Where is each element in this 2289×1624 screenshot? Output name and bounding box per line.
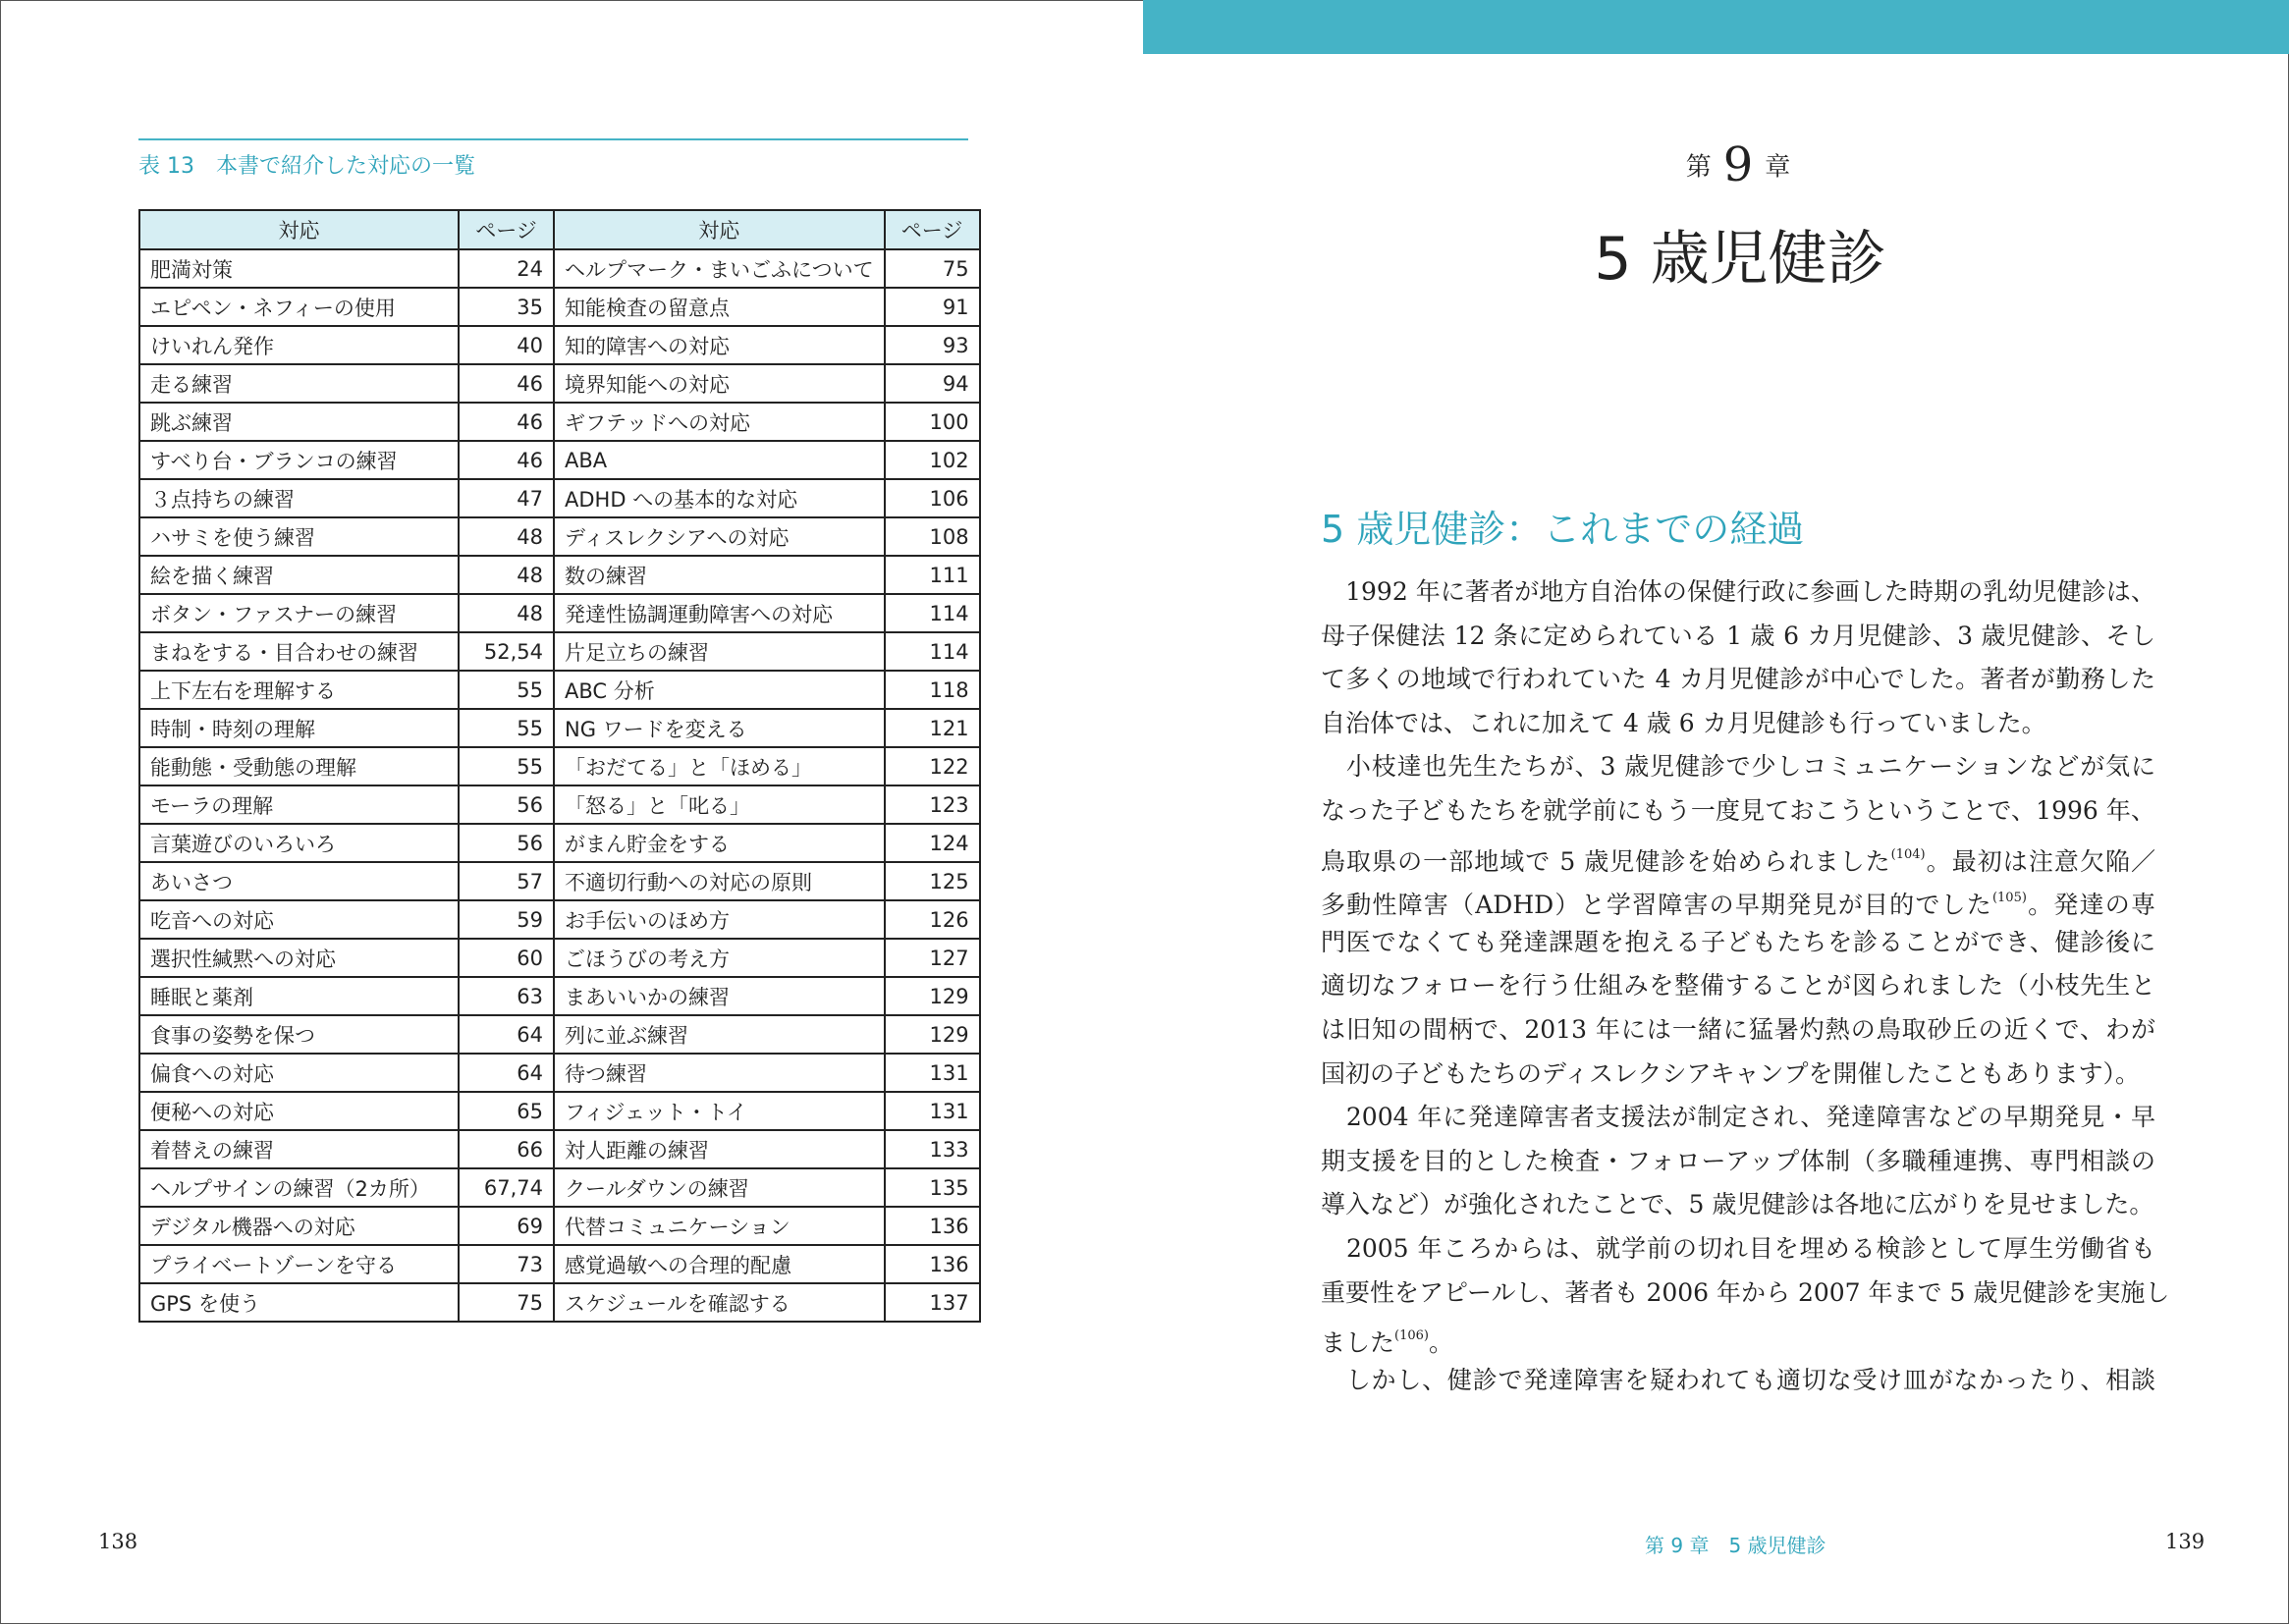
page-cell: 106 xyxy=(885,479,980,517)
response-cell: 感覚過敏への合理的配慮 xyxy=(554,1245,885,1283)
page-cell: 131 xyxy=(885,1054,980,1092)
text-segment: 2004 年に発達障害者支援法が制定され、発達障害などの早期発見・早 xyxy=(1321,1103,2155,1132)
chapter-number xyxy=(1669,137,1807,192)
response-cell: ハサミを使う練習 xyxy=(139,517,459,556)
page-number-left: 138 xyxy=(98,1530,138,1553)
page-cell: 63 xyxy=(459,977,554,1015)
page-cell: 133 xyxy=(885,1130,980,1168)
chapter-color-band xyxy=(1143,0,2289,54)
page-cell: 118 xyxy=(885,671,980,709)
page-cell: 93 xyxy=(885,326,980,364)
page-cell: 56 xyxy=(459,824,554,862)
response-cell: 境界知能への対応 xyxy=(554,364,885,403)
response-cell: ボタン・ファスナーの練習 xyxy=(139,594,459,632)
table-row xyxy=(139,1245,980,1283)
response-cell: ヘルプマーク・まいごふについて xyxy=(554,249,885,288)
table-title: 表 13 本書で紹介した対応の一覧 xyxy=(138,154,475,179)
response-cell: フィジェット・トイ xyxy=(554,1092,885,1130)
response-cell: 走る練習 xyxy=(139,364,459,403)
page-cell: 46 xyxy=(459,364,554,403)
text-line xyxy=(1321,791,2155,836)
page-cell: 108 xyxy=(885,517,980,556)
response-cell: あいさつ xyxy=(139,862,459,900)
table-row xyxy=(139,1207,980,1245)
page-cell: 55 xyxy=(459,709,554,747)
table-row xyxy=(139,556,980,594)
text-segment: 自治体では、これに加えて 4 歳 6 カ月児健診も行っていました。 xyxy=(1321,708,2046,737)
citation-superscript: (104) xyxy=(1890,846,1926,862)
text-line xyxy=(1321,1229,2155,1273)
page-cell: 56 xyxy=(459,785,554,824)
response-cell: ギフテッドへの対応 xyxy=(554,403,885,441)
table-row xyxy=(139,594,980,632)
page-cell: 114 xyxy=(885,632,980,671)
page-cell: 48 xyxy=(459,517,554,556)
page-cell: 136 xyxy=(885,1245,980,1283)
table-row xyxy=(139,1092,980,1130)
table-title-rule xyxy=(138,138,968,140)
response-cell: ごほうびの考え方 xyxy=(554,939,885,977)
text-line xyxy=(1321,1273,2170,1318)
text-line xyxy=(1321,966,2155,1010)
page-cell: 59 xyxy=(459,900,554,939)
table-row xyxy=(139,977,980,1015)
responses-table xyxy=(138,209,981,1323)
header-response: 対応 xyxy=(139,210,459,249)
text-segment: 導入など）が強化されたことで、5 歳児健診は各地に広がりを見せました。 xyxy=(1321,1190,2154,1219)
response-cell: 時制・時刻の理解 xyxy=(139,709,459,747)
text-line xyxy=(1321,572,2155,617)
page-cell: 122 xyxy=(885,747,980,785)
table-row xyxy=(139,671,980,709)
response-cell: GPS を使う xyxy=(139,1283,459,1322)
table-row xyxy=(139,747,980,785)
text-segment: しかし、健診で発達障害を疑われても適切な受け皿がなかったり、相談 xyxy=(1321,1365,2155,1394)
text-line xyxy=(1321,1317,2155,1361)
response-cell: 知的障害への対応 xyxy=(554,326,885,364)
response-cell: 能動態・受動態の理解 xyxy=(139,747,459,785)
response-cell: がまん貯金をする xyxy=(554,824,885,862)
page-cell: 121 xyxy=(885,709,980,747)
response-cell: すべり台・ブランコの練習 xyxy=(139,441,459,479)
page-cell: 47 xyxy=(459,479,554,517)
chapter-prefix: 第 xyxy=(1685,152,1712,183)
text-segment: 。最初は注意欠陥／ xyxy=(1925,846,2155,876)
response-cell: プライベートゾーンを守る xyxy=(139,1245,459,1283)
table-row xyxy=(139,1015,980,1054)
page-cell: 129 xyxy=(885,977,980,1015)
page-cell: 136 xyxy=(885,1207,980,1245)
text-segment: 2005 年ころからは、就学前の切れ目を埋める検診として厚生労働省も xyxy=(1321,1233,2155,1263)
response-cell: 片足立ちの練習 xyxy=(554,632,885,671)
response-cell: 不適切行動への対応の原則 xyxy=(554,862,885,900)
text-segment: 多動性障害（ADHD）と学習障害の早期発見が目的でした xyxy=(1321,891,1992,920)
table-row xyxy=(139,288,980,326)
page-cell: 66 xyxy=(459,1130,554,1168)
page-cell: 91 xyxy=(885,288,980,326)
page-cell: 126 xyxy=(885,900,980,939)
page-cell: 73 xyxy=(459,1245,554,1283)
text-segment: なった子どもたちを就学前にもう一度見ておこうということで、1996 年、 xyxy=(1321,795,2155,825)
page-cell: 35 xyxy=(459,288,554,326)
table-row xyxy=(139,709,980,747)
page-cell: 131 xyxy=(885,1092,980,1130)
text-segment: 鳥取県の一部地域で 5 歳児健診を始められました xyxy=(1321,846,1891,876)
table-row xyxy=(139,862,980,900)
response-cell: 「おだてる」と「ほめる」 xyxy=(554,747,885,785)
page-cell: 52,54 xyxy=(459,632,554,671)
response-cell: 数の練習 xyxy=(554,556,885,594)
table-row xyxy=(139,479,980,517)
table-row xyxy=(139,632,980,671)
table-row xyxy=(139,517,980,556)
body-text xyxy=(1321,572,2170,1404)
page-cell: 129 xyxy=(885,1015,980,1054)
response-cell: 吃音への対応 xyxy=(139,900,459,939)
response-cell: ABA xyxy=(554,441,885,479)
chapter-number-value: 9 xyxy=(1722,137,1754,192)
page-cell: 137 xyxy=(885,1283,980,1322)
text-segment: 門医でなくても発達課題を抱える子どもたちを診ることができ、健診後に xyxy=(1321,927,2155,956)
page-number-right: 139 xyxy=(2165,1530,2206,1553)
page-cell: 69 xyxy=(459,1207,554,1245)
response-cell: クールダウンの練習 xyxy=(554,1168,885,1207)
table-row xyxy=(139,1168,980,1207)
chapter-title: 5 歳児健診 xyxy=(1594,225,1886,294)
text-line xyxy=(1321,923,2155,967)
text-segment: 1992 年に著者が地方自治体の保健行政に参画した時期の乳幼児健診は、 xyxy=(1321,577,2155,606)
text-line xyxy=(1321,1185,2155,1229)
section-title: 5 歳児健診：これまでの経過 xyxy=(1321,508,1805,551)
text-line xyxy=(1321,660,2155,704)
response-cell: NG ワードを変える xyxy=(554,709,885,747)
page-cell: 55 xyxy=(459,747,554,785)
response-cell: 待つ練習 xyxy=(554,1054,885,1092)
response-cell: 肥満対策 xyxy=(139,249,459,288)
text-line xyxy=(1321,704,2155,748)
page-cell: 94 xyxy=(885,364,980,403)
text-line xyxy=(1321,1055,2155,1099)
page-cell: 75 xyxy=(459,1283,554,1322)
table-row xyxy=(139,785,980,824)
response-cell: 知能検査の留意点 xyxy=(554,288,885,326)
text-line xyxy=(1321,617,2155,661)
page-cell: 55 xyxy=(459,671,554,709)
response-cell: モーラの理解 xyxy=(139,785,459,824)
text-segment: 適切なフォローを行う仕組みを整備することが図られました（小枝先生と xyxy=(1321,971,2155,1001)
text-line xyxy=(1321,747,2155,791)
table-row xyxy=(139,403,980,441)
page-cell: 135 xyxy=(885,1168,980,1207)
response-cell: 跳ぶ練習 xyxy=(139,403,459,441)
response-cell: ３点持ちの練習 xyxy=(139,479,459,517)
table-row xyxy=(139,1283,980,1322)
response-cell: ヘルプサインの練習（2カ所） xyxy=(139,1168,459,1207)
response-cell: まねをする・目合わせの練習 xyxy=(139,632,459,671)
text-segment: 国初の子どもたちのディスレクシアキャンプを開催したこともあります）。 xyxy=(1321,1058,2141,1088)
table-row xyxy=(139,441,980,479)
page-cell: 64 xyxy=(459,1015,554,1054)
response-cell: 上下左右を理解する xyxy=(139,671,459,709)
table-header-row xyxy=(139,210,980,249)
response-cell: デジタル機器への対応 xyxy=(139,1207,459,1245)
text-segment: 小枝達也先生たちが、3 歳児健診で少しコミュニケーションなどが気に xyxy=(1321,752,2155,782)
table-row xyxy=(139,1054,980,1092)
header-page: ページ xyxy=(885,210,980,249)
response-cell: スケジュールを確認する xyxy=(554,1283,885,1322)
table-row xyxy=(139,249,980,288)
response-cell: ADHD への基本的な対応 xyxy=(554,479,885,517)
response-cell: けいれん発作 xyxy=(139,326,459,364)
text-line xyxy=(1321,1361,2155,1405)
page-cell: 124 xyxy=(885,824,980,862)
text-segment: 。 xyxy=(1428,1328,1453,1358)
header-response: 対応 xyxy=(554,210,885,249)
page-cell: 48 xyxy=(459,594,554,632)
page-cell: 24 xyxy=(459,249,554,288)
response-cell: 「怒る」と「叱る」 xyxy=(554,785,885,824)
response-cell: 便秘への対応 xyxy=(139,1092,459,1130)
page-cell: 46 xyxy=(459,403,554,441)
text-segment: 。発達の専 xyxy=(2026,891,2155,920)
page-cell: 40 xyxy=(459,326,554,364)
header-page: ページ xyxy=(459,210,554,249)
response-cell: 代替コミュニケーション xyxy=(554,1207,885,1245)
response-cell: 睡眠と薬剤 xyxy=(139,977,459,1015)
page-cell: 114 xyxy=(885,594,980,632)
response-cell: 食事の姿勢を保つ xyxy=(139,1015,459,1054)
response-cell: ABC 分析 xyxy=(554,671,885,709)
citation-superscript: (105) xyxy=(1991,891,2027,906)
page-cell: 48 xyxy=(459,556,554,594)
text-segment: て多くの地域で行われていた 4 カ月児健診が中心でした。著者が勤務した xyxy=(1321,665,2155,694)
citation-superscript: (106) xyxy=(1394,1328,1429,1344)
text-segment: は旧知の間柄で、2013 年には一緒に猛暑灼熱の鳥取砂丘の近くで、わが xyxy=(1321,1014,2155,1044)
response-cell: ディスレクシアへの対応 xyxy=(554,517,885,556)
text-line xyxy=(1321,1010,2155,1055)
response-cell: 偏食への対応 xyxy=(139,1054,459,1092)
text-segment: ました xyxy=(1321,1328,1395,1358)
page-cell: 67,74 xyxy=(459,1168,554,1207)
page-cell: 102 xyxy=(885,441,980,479)
text-segment: 期支援を目的とした検査・フォローアップ体制（多職種連携、専門相談の xyxy=(1321,1146,2155,1175)
text-segment: 重要性をアピールし、著者も 2006 年から 2007 年まで 5 歳児健診を実施し xyxy=(1321,1277,2170,1307)
table-row xyxy=(139,326,980,364)
page-cell: 75 xyxy=(885,249,980,288)
text-line xyxy=(1321,1142,2155,1186)
response-cell: 絵を描く練習 xyxy=(139,556,459,594)
response-cell: 対人距離の練習 xyxy=(554,1130,885,1168)
page-cell: 123 xyxy=(885,785,980,824)
response-cell: エピペン・ネフィーの使用 xyxy=(139,288,459,326)
page-cell: 111 xyxy=(885,556,980,594)
response-cell: まあいいかの練習 xyxy=(554,977,885,1015)
text-line xyxy=(1321,836,2155,880)
page-cell: 57 xyxy=(459,862,554,900)
page-cell: 64 xyxy=(459,1054,554,1092)
table-row xyxy=(139,939,980,977)
response-cell: 選択性緘黙への対応 xyxy=(139,939,459,977)
text-segment: 母子保健法 12 条に定められている 1 歳 6 カ月児健診、3 歳児健診、そし xyxy=(1321,621,2155,650)
page-cell: 65 xyxy=(459,1092,554,1130)
text-line xyxy=(1321,1098,2155,1142)
page-cell: 46 xyxy=(459,441,554,479)
response-cell: 列に並ぶ練習 xyxy=(554,1015,885,1054)
table-row xyxy=(139,1130,980,1168)
response-cell: 発達性協調運動障害への対応 xyxy=(554,594,885,632)
text-line xyxy=(1321,879,2155,923)
page-cell: 60 xyxy=(459,939,554,977)
table-row xyxy=(139,364,980,403)
page-cell: 100 xyxy=(885,403,980,441)
table-row xyxy=(139,824,980,862)
running-footer: 第 9 章 5 歳児健診 xyxy=(1645,1534,1826,1557)
response-cell: 着替えの練習 xyxy=(139,1130,459,1168)
response-cell: 言葉遊びのいろいろ xyxy=(139,824,459,862)
table-row xyxy=(139,900,980,939)
response-cell: お手伝いのほめ方 xyxy=(554,900,885,939)
chapter-suffix: 章 xyxy=(1765,152,1791,183)
page-cell: 127 xyxy=(885,939,980,977)
page-cell: 125 xyxy=(885,862,980,900)
